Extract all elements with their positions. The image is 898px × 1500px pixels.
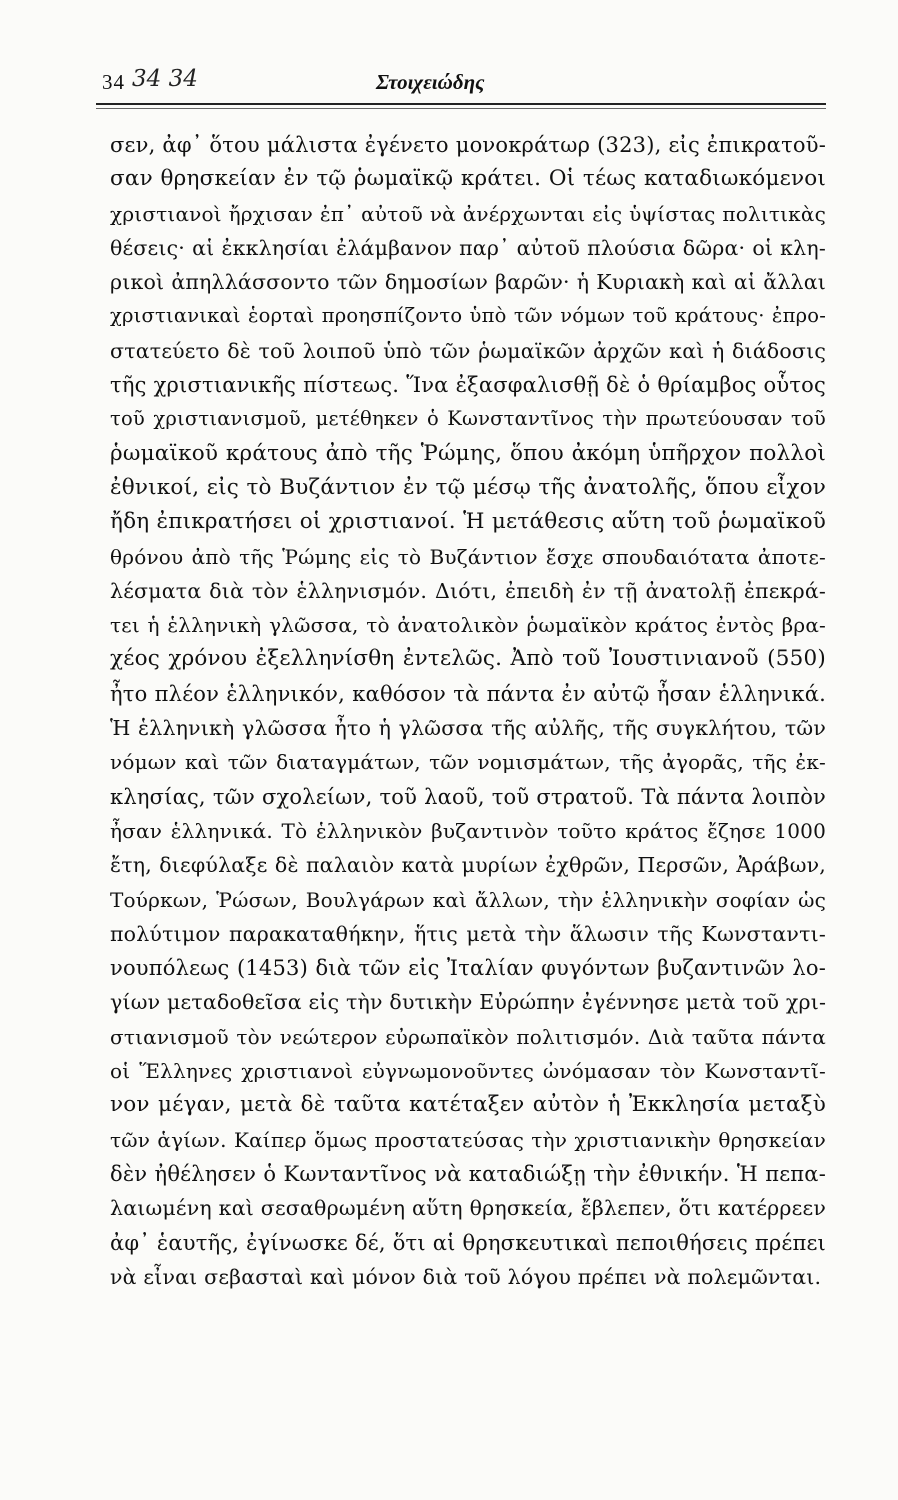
text-line: λαιωμένη καὶ σεσαθρωμένη αὕτη θρησκεία, ἔβλεπεν, ὅτι κατέρρεεν [110, 1196, 826, 1221]
text-line: ἤδη ἐπικρατήσει οἱ χριστιανοί. Ἡ μετάθεσις αὕτη τοῦ ῥωμαϊκοῦ [110, 509, 826, 535]
text-line: γίων μεταδοθεῖσα εἰς τὴν δυτικὴν Εὐρώπην ἐγέννησε μετὰ τοῦ χρι- [110, 990, 827, 1015]
text-line: πολύτιμον παρακαταθήκην, ἥτις μετὰ τὴν ἅλωσιν τῆς Κωνσταντι- [110, 921, 826, 946]
text-line: τει ἡ ἑλληνικὴ γλῶσσα, τὸ ἀνατολικὸν ῥωμαϊκὸν κράτος ἐντὸς βρα- [110, 613, 826, 638]
text-line: στατεύετο δὲ τοῦ λοιποῦ ὑπὸ τῶν ῥωμαϊκῶν ἀρχῶν καὶ ἡ διάδοσις [110, 338, 826, 363]
text-line: τοῦ χριστιανισμοῦ, μετέθηκεν ὁ Κωνσταντῖνος τὴν πρωτεύουσαν τοῦ [110, 407, 826, 431]
text-line: λέσματα διὰ τὸν ἑλληνισμόν. Διότι, ἐπειδὴ ἐν τῇ ἀνατολῇ ἐπεκρά- [110, 578, 826, 603]
text-line: ἐθνικοί, εἰς τὸ Βυζάντιον ἐν τῷ μέσῳ τῆς ἀνατολῆς, ὅπου εἶχον [110, 474, 826, 500]
text-line: κλησίας, τῶν σχολείων, τοῦ λαοῦ, τοῦ στρατοῦ. Τὰ πάντα λοιπὸν [110, 784, 826, 809]
handwritten-page-number: 34 34 [132, 66, 198, 92]
text-line: νον μέγαν, μετὰ δὲ ταῦτα κατέταξεν αὐτὸν ἡ Ἐκκλησία μεταξὺ [110, 1092, 826, 1118]
text-line: νουπόλεως (1453) διὰ τῶν εἰς Ἰταλίαν φυγόντων βυζαντινῶν λο- [110, 956, 826, 981]
text-line: στιανισμοῦ τὸν νεώτερον εὐρωπαϊκὸν πολιτισμόν. Διὰ ταῦτα πάντα [110, 1024, 826, 1049]
header-rule-thin [96, 108, 826, 109]
text-line: χέος χρόνου ἐξελληνίσθη ἐντελῶς. Ἀπὸ τοῦ Ἰουστινιανοῦ (550) [110, 646, 826, 672]
text-line: θέσεις· αἱ ἐκκλησίαι ἐλάμβανον παρ᾽ αὐτοῦ πλούσια δῶρα· οἱ κλη- [110, 235, 826, 260]
text-line: οἱ Ἕλληνες χριστιανοὶ εὐγνωμονοῦντες ὠνόμασαν τὸν Κωνσταντῖ- [110, 1059, 826, 1084]
running-head-title: Στοιχειώδης [376, 70, 485, 94]
text-line: χριστιανοὶ ἤρχισαν ἐπ᾽ αὐτοῦ νὰ ἀνέρχωνται εἰς ὑψίστας πολιτικὰς [110, 201, 826, 226]
text-line: δὲν ἠθέλησεν ὁ Κωνταντῖνος νὰ καταδιώξῃ τὴν ἐθνικήν. Ἡ πεπα- [110, 1161, 826, 1186]
text-line: νὰ εἶναι σεβασταὶ καὶ μόνον διὰ τοῦ λόγου πρέπει νὰ πολεμῶνται. [110, 1264, 822, 1289]
text-line: νόμων καὶ τῶν διαταγμάτων, τῶν νομισμάτων, τῆς ἀγορᾶς, τῆς ἐκ- [110, 750, 826, 775]
header-rule [96, 103, 826, 105]
text-line: Τούρκων, Ῥώσων, Βουλγάρων καὶ ἄλλων, τὴν ἑλληνικὴν σοφίαν ὡς [110, 887, 826, 912]
text-line: τῆς χριστιανικῆς πίστεως. Ἵνα ἐξασφαλισθῇ δὲ ὁ θρίαμβος οὗτος [110, 373, 826, 398]
text-line: σαν θρησκείαν ἐν τῷ ῥωμαϊκῷ κράτει. Οἱ τέως καταδιωκόμενοι [110, 166, 826, 192]
text-line: ἔτη, διεφύλαξε δὲ παλαιὸν κατὰ μυρίων ἐχθρῶν, Περσῶν, Ἀράβων, [110, 853, 826, 878]
text-line: ῥωμαϊκοῦ κράτους ἀπὸ τῆς Ῥώμης, ὅπου ἀκόμη ὑπῆρχον πολλοὶ [110, 440, 826, 466]
text-line: θρόνου ἀπὸ τῆς Ῥώμης εἰς τὸ Βυζάντιον ἔσχε σπουδαιότατα ἀποτε- [110, 544, 826, 569]
text-line: ἀφ᾽ ἑαυτῆς, ἐγίνωσκε δέ, ὅτι αἱ θρησκευτικαὶ πεποιθήσεις πρέπει [110, 1230, 826, 1255]
text-line: σεν, ἀφ᾽ ὅτου μάλιστα ἐγένετο μονοκράτωρ (323), εἰς ἐπικρατοῦ- [110, 133, 826, 157]
body-text [110, 128, 826, 1294]
page-number: 34 [102, 70, 125, 94]
text-line: ἦτο πλέον ἑλληνικόν, καθόσον τὰ πάντα ἐν αὐτῷ ἦσαν ἑλληνικά. [110, 681, 826, 706]
text-line: Ἡ ἑλληνικὴ γλῶσσα ἦτο ἡ γλῶσσα τῆς αὐλῆς, τῆς συγκλήτου, τῶν [110, 716, 826, 741]
page-header [96, 64, 826, 104]
text-line: τῶν ἁγίων. Καίπερ ὅμως προστατεύσας τὴν χριστιανικὴν θρησκείαν [110, 1127, 826, 1152]
text-line: χριστιανικαὶ ἑορταὶ προησπίζοντο ὑπὸ τῶν νόμων τοῦ κράτους· ἐπρο- [110, 304, 826, 328]
text-line: ρικοὶ ἀπηλλάσσοντο τῶν δημοσίων βαρῶν· ἡ Κυριακὴ καὶ αἱ ἄλλαι [110, 270, 826, 295]
text-line: ἦσαν ἑλληνικά. Τὸ ἑλληνικὸν βυζαντινὸν τοῦτο κράτος ἔζησε 1000 [110, 818, 826, 843]
